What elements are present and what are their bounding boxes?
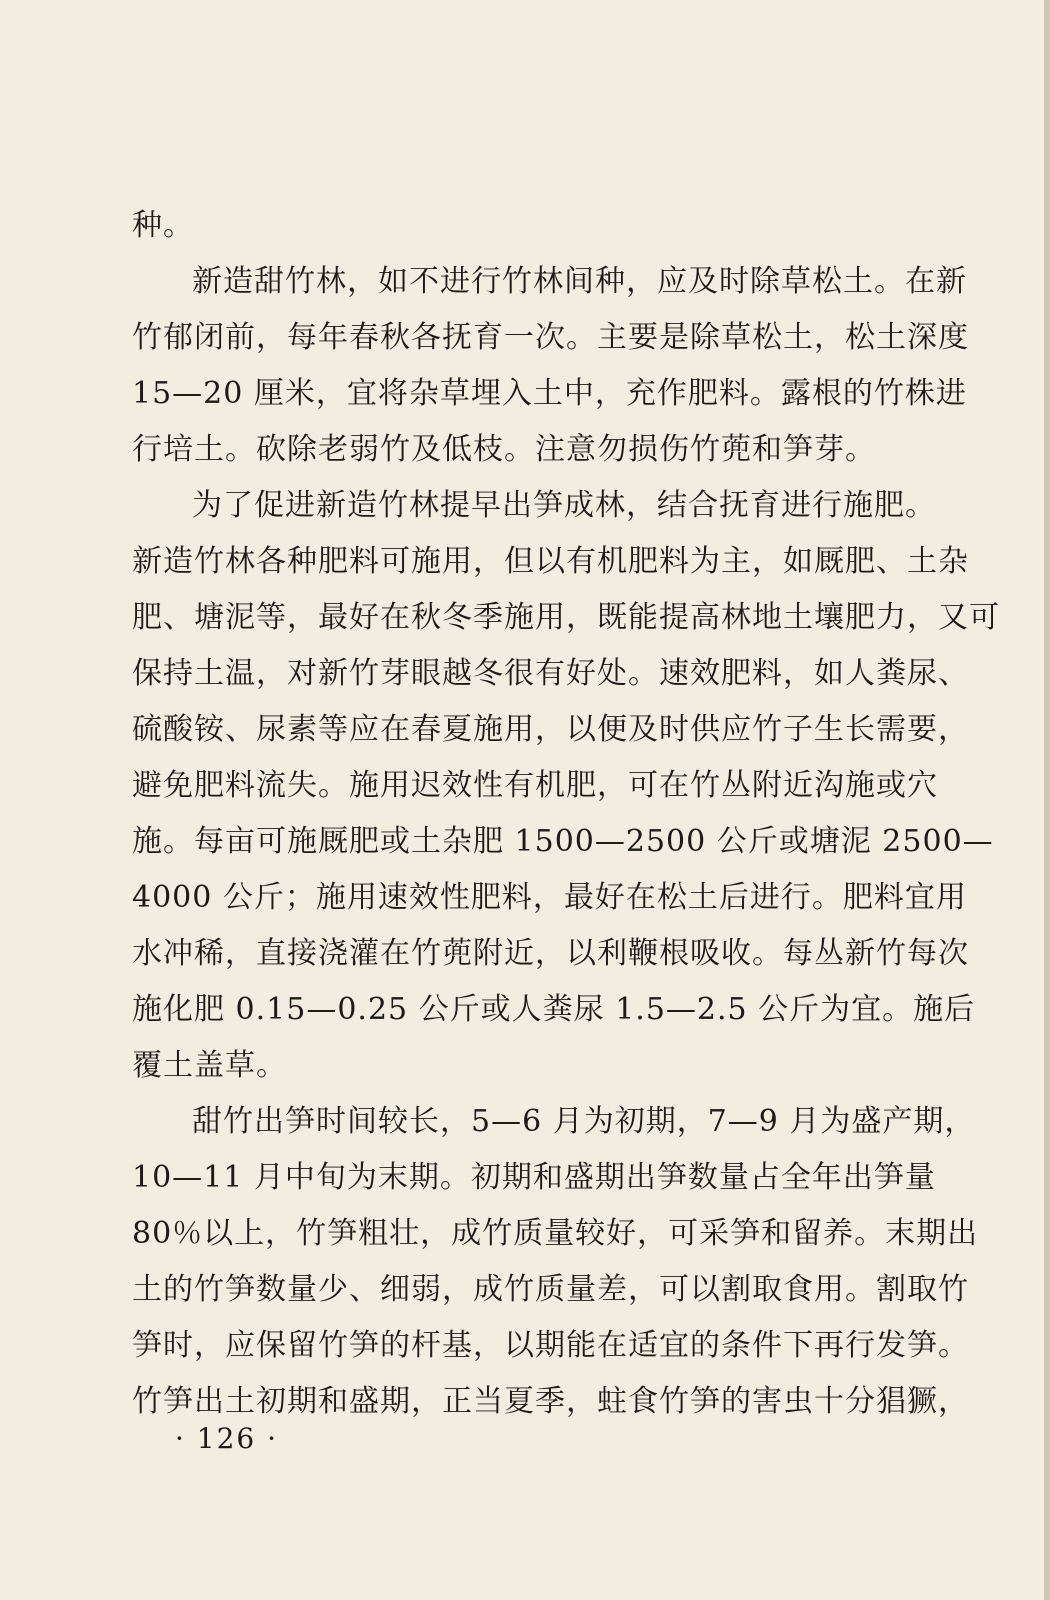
text-line: 土的竹笋数量少、细弱，成竹质量差，可以割取食用。割取竹 xyxy=(132,1272,969,1307)
text-line: 为了促进新造竹林提早出笋成林，结合抚育进行施肥。 xyxy=(192,488,936,523)
body-text xyxy=(132,198,1000,1430)
text-line: 笋时，应保留竹笋的杆基，以期能在适宜的条件下再行发笋。 xyxy=(132,1328,969,1363)
text-line: 80％以上，竹笋粗壮，成竹质量较好，可采笋和留养。末期出 xyxy=(132,1216,979,1251)
text-line: 施。每亩可施厩肥或土杂肥 1500—2500 公斤或塘泥 2500— xyxy=(132,824,994,859)
text-line: 10—11 月中旬为末期。初期和盛期出笋数量占全年出笋量 xyxy=(132,1160,936,1195)
text-line: 水冲稀，直接浇灌在竹蔸附近，以利鞭根吸收。每丛新竹每次 xyxy=(132,936,969,971)
text-line: 硫酸铵、尿素等应在春夏施用，以便及时供应竹子生长需要， xyxy=(132,712,969,747)
text-line: 行培土。砍除老弱竹及低枝。注意勿损伤竹蔸和笋芽。 xyxy=(132,432,876,467)
text-line: 4000 公斤；施用速效性肥料，最好在松土后进行。肥料宜用 xyxy=(132,880,967,915)
text-line: 避免肥料流失。施用迟效性有机肥，可在竹丛附近沟施或穴 xyxy=(132,768,938,803)
text-line: 竹笋出土初期和盛期，正当夏季，蛀食竹笋的害虫十分猖獗， xyxy=(132,1384,969,1419)
text-line: 种。 xyxy=(132,208,194,243)
text-line: 覆土盖草。 xyxy=(132,1048,287,1083)
text-line: 新造甜竹林，如不进行竹林间种，应及时除草松土。在新 xyxy=(192,264,967,299)
text-line: 15—20 厘米，宜将杂草埋入土中，充作肥料。露根的竹株进 xyxy=(132,376,967,411)
text-line: 保持土温，对新竹芽眼越冬很有好处。速效肥料，如人粪尿、 xyxy=(132,656,969,691)
text-line: 施化肥 0.15—0.25 公斤或人粪尿 1.5—2.5 公斤为宜。施后 xyxy=(132,992,976,1027)
text-line: 新造竹林各种肥料可施用，但以有机肥料为主，如厩肥、土杂 xyxy=(132,544,969,579)
text-line: 肥、塘泥等，最好在秋冬季施用，既能提高林地土壤肥力，又可 xyxy=(132,600,1000,635)
page-edge xyxy=(1044,0,1050,1600)
page-number: · 126 · xyxy=(175,1422,279,1455)
text-line: 竹郁闭前，每年春秋各抚育一次。主要是除草松土，松土深度 xyxy=(132,320,969,355)
text-line: 甜竹出笋时间较长，5—6 月为初期，7—9 月为盛产期， xyxy=(192,1104,976,1139)
